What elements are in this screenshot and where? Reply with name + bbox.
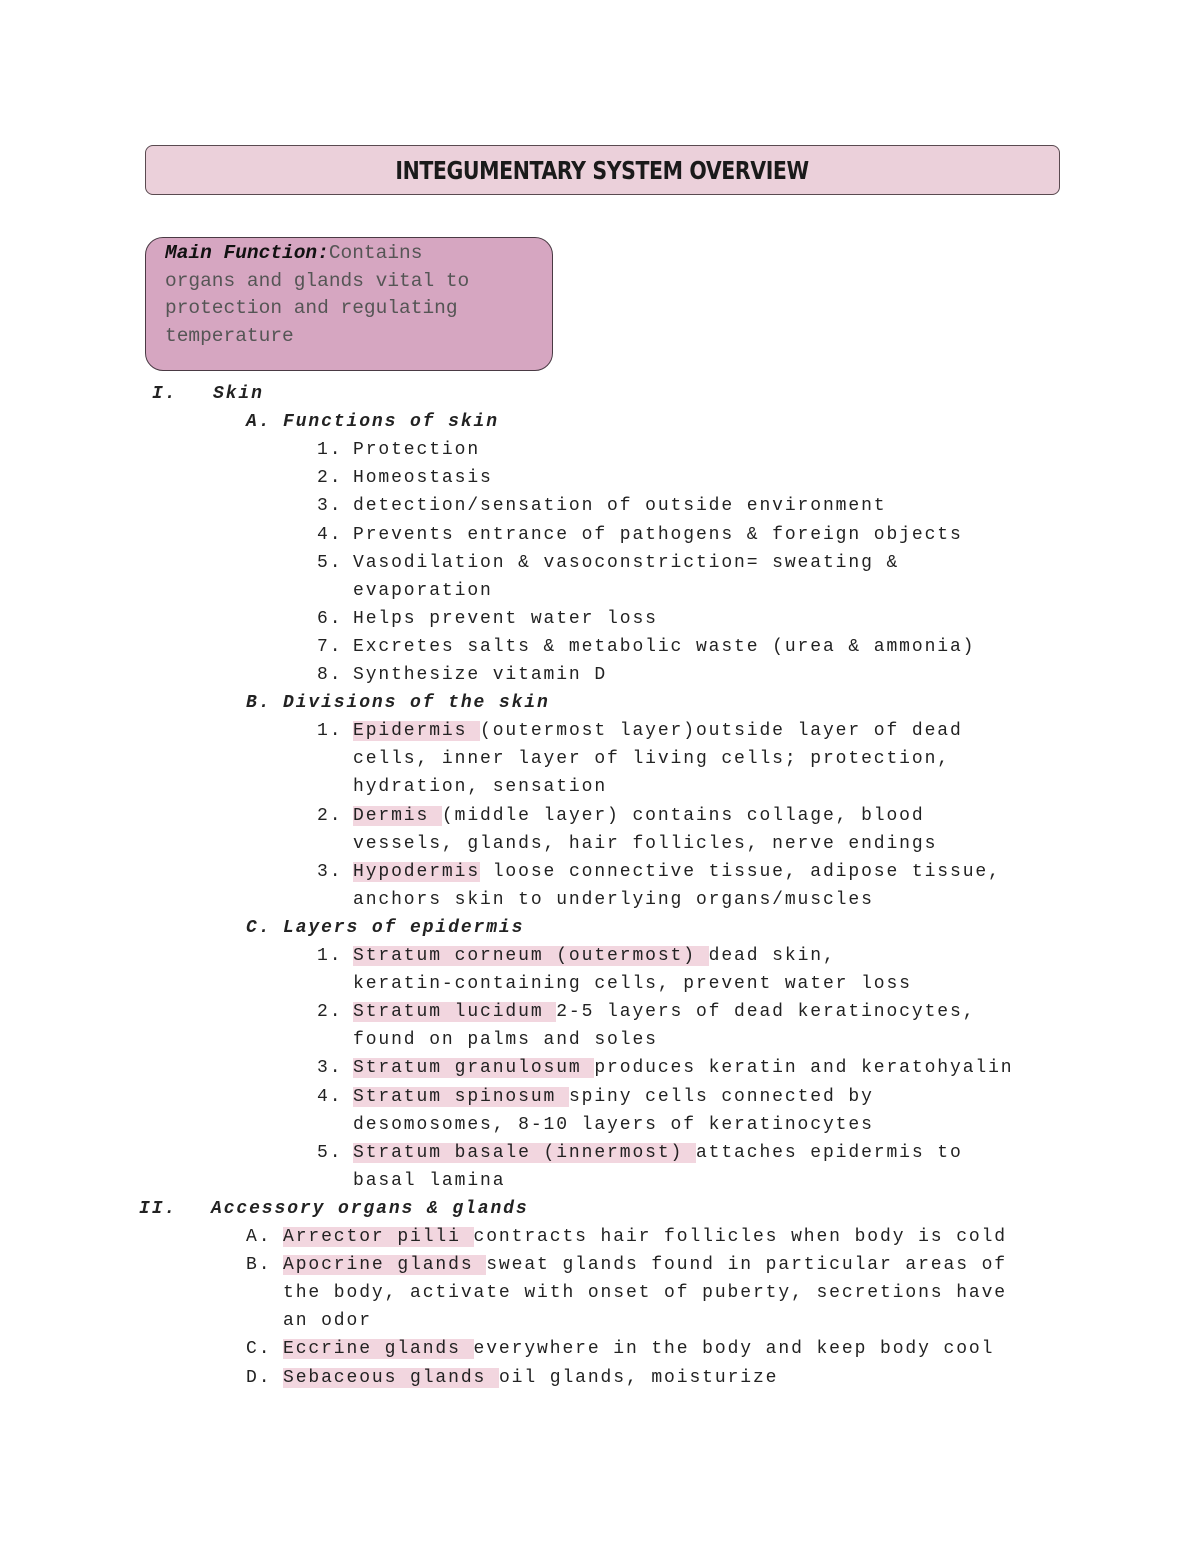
term-description: sweat glands found in particular areas of [486, 1255, 1008, 1276]
item-number: 1. [317, 721, 343, 742]
term-description: loose connective tissue, adipose tissue, [480, 861, 1001, 882]
title-banner [145, 145, 1060, 195]
item-text: detection/sensation of outside environment [353, 496, 887, 517]
item-number: 1. [317, 440, 343, 461]
subsection-title: Layers of epidermis [283, 917, 525, 938]
item-number: 7. [317, 636, 343, 657]
item-text: Protection [353, 440, 481, 461]
item-text [353, 717, 963, 745]
term-description: 2-5 layers of dead keratinocytes, [556, 1002, 976, 1023]
item-number: 3. [317, 1058, 343, 1079]
main-function-text: organs and glands vital to [165, 269, 470, 292]
item-number: D. [246, 1367, 272, 1388]
item-number: 8. [317, 665, 343, 685]
highlighted-term: Stratum spinosum [353, 1086, 569, 1107]
item-number: C. [246, 1339, 272, 1360]
term-description: (middle layer) contains collage, blood [441, 805, 925, 826]
subsection-title: Functions of skin [283, 412, 499, 433]
item-text [353, 1139, 963, 1167]
highlighted-term: Stratum lucidum [353, 1002, 557, 1023]
item-number: 2. [317, 805, 343, 826]
item-text: hydration, sensation [353, 777, 608, 798]
item-number: 3. [317, 496, 343, 517]
item-text [353, 802, 925, 830]
item-text: Synthesize vitamin D [353, 665, 608, 685]
term-description: produces keratin and keratohyalin [594, 1058, 1014, 1079]
subsection-marker: A. [246, 412, 272, 433]
highlighted-term: Hypodermis [353, 861, 481, 882]
section-title: Accessory organs & glands [211, 1198, 529, 1219]
section-marker: II. [139, 1198, 178, 1219]
term-description: oil glands, moisturize [498, 1367, 779, 1388]
highlighted-term: Sebaceous glands [283, 1367, 499, 1388]
item-number: 1. [317, 946, 343, 966]
term-description: spiny cells connected by [568, 1086, 874, 1107]
highlighted-term: Dermis [353, 805, 442, 826]
item-text [353, 942, 836, 970]
item-text: Vasodilation & vasoconstriction= sweating & [353, 552, 900, 573]
item-text: Prevents entrance of pathogens & foreign objects [353, 524, 963, 545]
item-text [283, 1335, 994, 1363]
page-title: INTEGUMENTARY SYSTEM OVERVIEW [395, 155, 810, 185]
highlighted-term: Stratum granulosum [353, 1058, 595, 1079]
section-title: Skin [213, 384, 264, 404]
item-number: 3. [317, 861, 343, 882]
term-description: dead skin, [708, 946, 836, 966]
item-text: found on palms and soles [353, 1030, 658, 1051]
highlighted-term: Apocrine glands [283, 1255, 487, 1276]
highlighted-term: Stratum basale (innermost) [353, 1142, 696, 1163]
item-number: 4. [317, 524, 343, 545]
subsection-marker: C. [246, 917, 272, 938]
main-function-text: protection and regulating [165, 297, 458, 320]
item-number: B. [246, 1255, 272, 1276]
main-function-text: temperature [165, 325, 294, 348]
item-text [353, 1083, 874, 1111]
item-number: 2. [317, 468, 343, 489]
item-text [353, 858, 1001, 886]
item-text: evaporation [353, 580, 493, 601]
item-number: 6. [317, 608, 343, 629]
term-description: contracts hair follicles when body is cold [473, 1227, 1008, 1247]
item-text: an odor [283, 1311, 372, 1332]
main-function-text: Contains [328, 242, 423, 264]
main-function-box [145, 237, 553, 371]
main-function-label: Main Function: [165, 242, 329, 264]
item-text: Homeostasis [353, 468, 493, 489]
item-text: anchors skin to underlying organs/muscles [353, 889, 874, 910]
item-text [353, 1054, 1014, 1082]
item-text: Helps prevent water loss [353, 608, 658, 629]
highlighted-term: Stratum corneum (outermost) [353, 946, 709, 966]
item-number: 5. [317, 1142, 343, 1163]
item-text: vessels, glands, hair follicles, nerve endings [353, 833, 938, 854]
subsection-title: Divisions of the skin [283, 693, 550, 714]
item-text [353, 998, 975, 1026]
subsection-marker: B. [246, 693, 272, 714]
item-number: A. [246, 1227, 272, 1247]
item-text [283, 1364, 778, 1392]
item-text: Excretes salts & metabolic waste (urea & ammonia) [353, 636, 976, 657]
highlighted-term: Epidermis [353, 721, 481, 742]
item-text: the body, activate with onset of puberty, secretions have [283, 1283, 1007, 1304]
item-text [283, 1223, 1007, 1251]
highlighted-term: Eccrine glands [283, 1339, 474, 1360]
section-marker: I. [152, 384, 178, 404]
item-number: 2. [317, 1002, 343, 1023]
item-text: desomosomes, 8-10 layers of keratinocytes [353, 1114, 874, 1135]
term-description: attaches epidermis to [695, 1142, 963, 1163]
item-number: 4. [317, 1086, 343, 1107]
item-text: basal lamina [353, 1170, 506, 1191]
item-text [283, 1251, 1007, 1279]
term-description: everywhere in the body and keep body cool [473, 1339, 995, 1360]
term-description: (outermost layer)outside layer of dead [480, 721, 963, 742]
highlighted-term: Arrector pilli [283, 1227, 474, 1247]
item-number: 5. [317, 552, 343, 573]
item-text: cells, inner layer of living cells; protection, [353, 749, 950, 770]
item-text: keratin-containing cells, prevent water loss [353, 974, 912, 995]
